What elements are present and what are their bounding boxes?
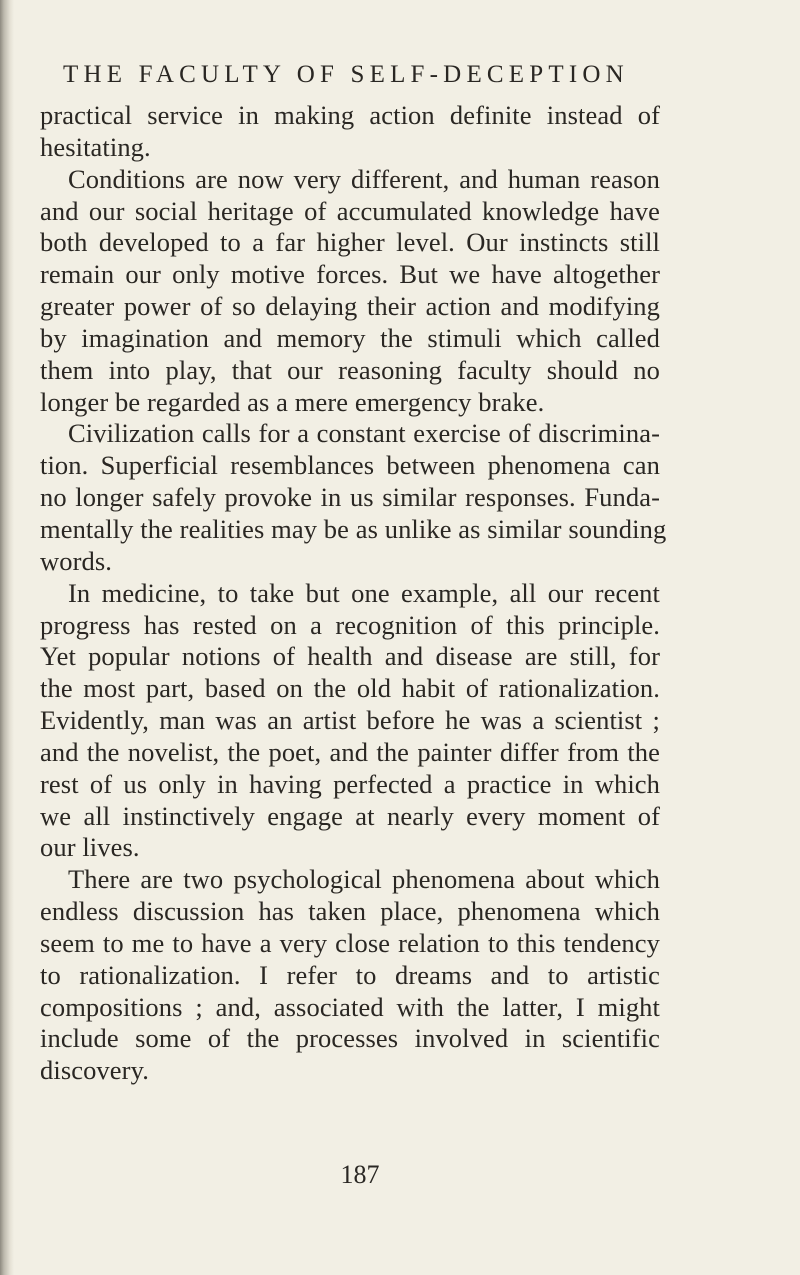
- text-line: compositions ; and, associated with the latter, I might: [40, 991, 660, 1022]
- page-number: 187: [340, 1160, 380, 1189]
- text-line: remain our only motive forces. But we have altogether: [40, 259, 660, 290]
- running-head: THE FACULTY OF SELF-DECEPTION: [63, 61, 629, 88]
- text-line: include some of the processes involved in scientific: [40, 1023, 660, 1054]
- text-line: seem to me to have a very close relation to this tendency: [40, 927, 660, 958]
- text-line: the most part, based on the old habit of rationalization.: [40, 673, 660, 704]
- body-text: [40, 100, 667, 1087]
- paragraph: [40, 418, 667, 577]
- text-line: rest of us only in having perfected a practice in which: [40, 768, 660, 799]
- text-line: In medicine, to take but one example, all our recent: [68, 577, 660, 608]
- text-line: Evidently, man was an artist before he was a scientist ;: [40, 705, 660, 736]
- paragraph: [40, 578, 660, 865]
- text-line: practical service in making action definite instead of: [40, 100, 660, 130]
- text-line: Conditions are now very different, and human reason: [68, 163, 660, 194]
- text-line: hesitating.: [40, 131, 151, 162]
- text-line: progress has rested on a recognition of this principle.: [40, 609, 660, 640]
- page-binding-shadow: [0, 0, 14, 1275]
- text-line: both developed to a far higher level. Our instincts still: [40, 227, 660, 258]
- paragraph: [40, 864, 660, 1087]
- text-line: and our social heritage of accumulated knowledge have: [40, 195, 660, 226]
- text-line: them into play, that our reasoning faculty should no: [40, 354, 660, 385]
- text-line: Yet popular notions of health and disease are still, for: [40, 641, 660, 672]
- text-line: tion. Superficial resemblances between phenomena can: [40, 450, 660, 481]
- text-line: and the novelist, the poet, and the painter differ from the: [40, 736, 660, 767]
- text-line: no longer safely provoke in us similar responses. Funda-: [40, 482, 660, 513]
- text-line: to rationalization. I refer to dreams and to artistic: [40, 959, 660, 990]
- text-line: mentally the realities may be as unlike as similar sounding: [40, 513, 667, 544]
- text-line: words.: [40, 545, 112, 576]
- text-line: discovery.: [40, 1055, 149, 1086]
- text-line: longer be regarded as a mere emergency brake.: [40, 386, 545, 417]
- text-line: we all instinctively engage at nearly every moment of: [40, 800, 660, 831]
- text-line: endless discussion has taken place, phenomena which: [40, 896, 660, 927]
- text-line: by imagination and memory the stimuli which called: [40, 322, 660, 353]
- text-line: Civilization calls for a constant exercise of discrimina-: [68, 418, 660, 449]
- paragraph: [40, 100, 660, 164]
- paragraph: [40, 164, 660, 419]
- text-line: our lives.: [40, 832, 140, 863]
- text-line: There are two psychological phenomena about which: [68, 864, 660, 895]
- text-line: greater power of so delaying their action and modifying: [40, 291, 660, 322]
